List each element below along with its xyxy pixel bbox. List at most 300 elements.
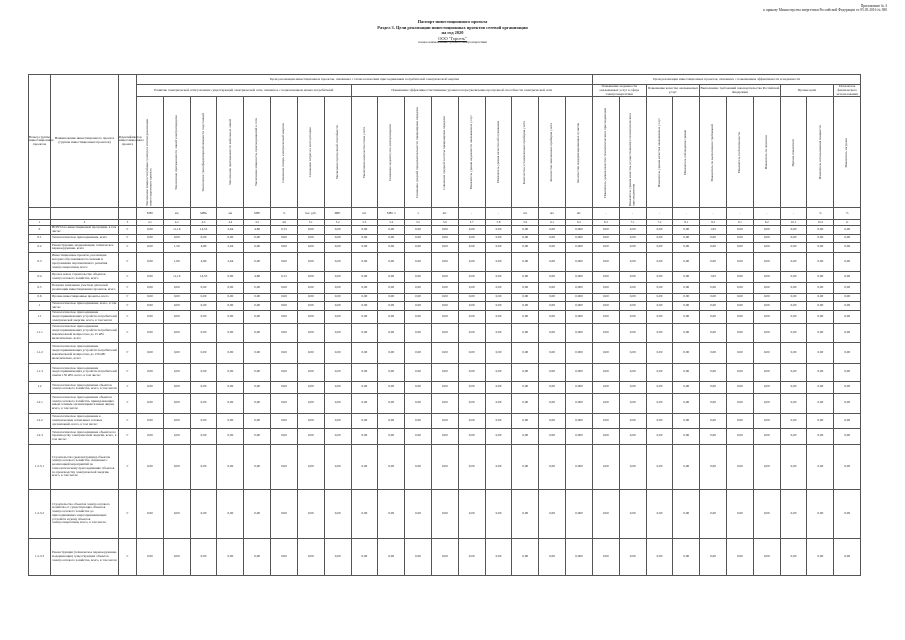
row-name: Технологическое присоединение энергопринимающих устройств потребителей максимальной мощностью до 150 кВт включительно, всего (51, 342, 119, 363)
value-cell: 0,00 (271, 413, 298, 428)
value-cell: 0,00 (217, 342, 244, 363)
table-row (29, 301, 861, 310)
value-cell: 0,00 (351, 381, 378, 393)
unit-cell: - (458, 208, 485, 220)
column-number: 5.7 (458, 220, 485, 226)
value-cell: 0,00 (190, 538, 217, 575)
value-cell: 0,00 (458, 444, 485, 489)
value-cell: 0,00 (512, 363, 539, 381)
value-cell: 0,00 (324, 393, 351, 413)
value-cell: 0,00 (324, 323, 351, 342)
value-cell: 0,00 (431, 293, 458, 301)
value-cell: 0,00 (458, 393, 485, 413)
unit-cell: ч (405, 208, 432, 220)
value-cell: 0,00 (834, 226, 861, 234)
col-header-indicator: Показатель по экологии (753, 97, 780, 208)
value-cell: 0,00 (217, 381, 244, 393)
value-cell: 0,00 (673, 428, 700, 444)
value-cell: 0,00 (378, 293, 405, 301)
value-cell: 0,00 (405, 252, 432, 271)
value-cell: 0,00 (351, 282, 378, 293)
value-cell: 0,00 (485, 413, 512, 428)
value-cell: 0,00 (512, 301, 539, 310)
value-cell: 0,000 (566, 428, 593, 444)
value-cell: 0,00 (485, 428, 512, 444)
value-cell: 0,00 (485, 393, 512, 413)
value-cell: 0,00 (646, 342, 673, 363)
row-id: Г (119, 252, 137, 271)
row-id: Г (119, 413, 137, 428)
value-cell: 0,00 (673, 282, 700, 293)
value-cell: 0,00 (244, 282, 271, 293)
row-number: 1.2.3.2 (29, 489, 51, 538)
value-cell: 0,00 (297, 252, 324, 271)
value-cell: 0,00 (458, 323, 485, 342)
value-cell: 0,00 (834, 310, 861, 323)
value-cell: 0,00 (646, 489, 673, 538)
value-cell: 0,00 (378, 381, 405, 393)
value-cell: 0,00 (405, 393, 432, 413)
value-cell: 0,00 (324, 301, 351, 310)
value-cell: 0,00 (378, 489, 405, 538)
column-number: 5.8 (485, 220, 512, 226)
row-number: 0.2 (29, 242, 51, 252)
value-cell: 0,00 (217, 428, 244, 444)
value-cell: 0,00 (297, 226, 324, 234)
row-name: Технологическое присоединение, всего, в том числе: (51, 301, 119, 310)
col-header-sub-e: Выполнение требований законодательства Российской Федерации (700, 85, 780, 97)
column-number: 9.1 (727, 220, 754, 226)
unit-cell: - (780, 208, 807, 220)
value-cell: 0,00 (458, 363, 485, 381)
value-cell: 0,00 (378, 428, 405, 444)
row-name: Технологическое присоединение энергопринимающих устройств потребителей свыше 150 кВт, всего, в том числе: (51, 363, 119, 381)
value-cell: 0,00 (780, 342, 807, 363)
col-header-indicator: Показатель уровня качества технологического присоединения (592, 97, 619, 208)
value-cell: 0,00 (700, 252, 727, 271)
unit-cell: тыс. руб. (297, 208, 324, 220)
value-cell: 0,00 (378, 252, 405, 271)
value-cell: 0,00 (834, 242, 861, 252)
value-cell: 0,00 (324, 428, 351, 444)
value-cell: 0,00 (485, 323, 512, 342)
value-cell: 4,80 (190, 242, 217, 252)
value-cell: 0,00 (378, 413, 405, 428)
value-cell: 0,00 (619, 381, 646, 393)
value-cell: 0,00 (297, 444, 324, 489)
value-cell: 0,00 (244, 381, 271, 393)
row-id: Г (119, 342, 137, 363)
value-cell: 0,00 (244, 242, 271, 252)
organization-caption: полное наименование субъекта электроэнергетики (418, 40, 487, 45)
unit-cell: шт. (539, 208, 566, 220)
value-cell: 0,00 (512, 234, 539, 242)
row-name: Реконструкция, модернизация, техническое перевооружение, всего (51, 242, 119, 252)
value-cell: 0,00 (217, 363, 244, 381)
value-cell: 0,00 (673, 363, 700, 381)
col-header-sub-a: Развитие электрической сети/усиление существующей электрической сети, связанное с подключением новых потребителей (137, 85, 352, 97)
value-cell: 0,00 (807, 282, 834, 293)
value-cell: 0,00 (163, 363, 190, 381)
row-id: Г (119, 428, 137, 444)
value-cell: 0,00 (405, 310, 432, 323)
value-cell: 0,00 (673, 489, 700, 538)
value-cell: 0,00 (512, 381, 539, 393)
value-cell: 0,00 (217, 293, 244, 301)
value-cell: 0,00 (673, 323, 700, 342)
column-number: 4.1 (137, 220, 164, 226)
value-cell: 0,000 (566, 413, 593, 428)
table-row (29, 293, 861, 301)
col-header-indicator: Количество замененных приборов учета (539, 97, 566, 208)
col-header-indicator: Снижение средней продолжительности прекращения передачи (405, 97, 432, 208)
value-cell: 0,00 (271, 301, 298, 310)
value-cell: 0,00 (217, 301, 244, 310)
value-cell: 0,00 (807, 538, 834, 575)
value-cell: 0,00 (378, 342, 405, 363)
col-header-sub-f: Прочие цели (780, 85, 834, 97)
column-number: 11 (834, 220, 861, 226)
row-name: Технологическое присоединение объектов электросетевого хозяйства, всего, в том числе: (51, 381, 119, 393)
value-cell: 0,00 (807, 363, 834, 381)
table-row (29, 323, 861, 342)
value-cell: 0,00 (512, 252, 539, 271)
row-name: Технологическое присоединение к электрическим сетям иных сетевых организаций, всего, в том числе: (51, 413, 119, 428)
col-header-indicator: Показатель уровня качества осуществляемого технологического присоединения (619, 97, 646, 208)
value-cell: 0,00 (807, 413, 834, 428)
table-row (29, 538, 861, 575)
value-cell: 0,00 (163, 444, 190, 489)
value-cell: 0,00 (539, 252, 566, 271)
value-cell: 0,00 (592, 293, 619, 301)
value-cell: 0,00 (324, 234, 351, 242)
value-cell: 0,00 (753, 413, 780, 428)
row-number: 1.1.2 (29, 342, 51, 363)
value-cell: 0,00 (163, 234, 190, 242)
value-cell: 0,000 (566, 342, 593, 363)
value-cell: 0,00 (646, 252, 673, 271)
value-cell: 0,00 (378, 271, 405, 282)
unit-cell: % (807, 208, 834, 220)
value-cell: 0,00 (673, 234, 700, 242)
value-cell: 0,00 (163, 489, 190, 538)
value-cell: 0,00 (807, 310, 834, 323)
value-cell: 0,00 (646, 301, 673, 310)
value-cell: 0,00 (351, 428, 378, 444)
col-header-top-left: Цели реализации инвестиционных проектов, связанных с технологическим присоединением потребителей электрической энергии (137, 75, 593, 85)
row-id: Г (119, 282, 137, 293)
value-cell: 0,00 (431, 393, 458, 413)
value-cell: 0,00 (753, 293, 780, 301)
value-cell: 4,80 (244, 271, 271, 282)
value-cell: 0,00 (646, 271, 673, 282)
value-cell: 0,00 (378, 538, 405, 575)
value-cell: 0,00 (727, 301, 754, 310)
value-cell: 0,00 (780, 363, 807, 381)
value-cell: 0,00 (619, 234, 646, 242)
value-cell: 1,66 (163, 252, 190, 271)
value-cell: 0,00 (753, 310, 780, 323)
row-number: 0.6 (29, 293, 51, 301)
value-cell: 0,00 (807, 301, 834, 310)
value-cell: 0,00 (753, 489, 780, 538)
col-header-indicator: Показатель использования мощности (807, 97, 834, 208)
value-cell: 0,00 (244, 301, 271, 310)
value-cell: 0,00 (431, 323, 458, 342)
value-cell: 0,00 (834, 342, 861, 363)
value-cell: 0,00 (485, 282, 512, 293)
value-cell: 0,00 (619, 393, 646, 413)
value-cell: 0,00 (673, 538, 700, 575)
value-cell: 0,00 (539, 323, 566, 342)
value-cell: 0,00 (190, 489, 217, 538)
value-cell: 0,15 (271, 226, 298, 234)
value-cell: 0,00 (780, 242, 807, 252)
value-cell: 0,00 (190, 342, 217, 363)
value-cell: 0,00 (753, 342, 780, 363)
value-cell: 0,00 (539, 271, 566, 282)
value-cell: 0,00 (217, 234, 244, 242)
section-title: Раздел 3. Цели реализации инвестиционных проектов сетевой организации (377, 24, 528, 30)
unit-cell: шт. (566, 208, 593, 220)
column-number: 5.5 (405, 220, 432, 226)
col-header-indicator: Показатель уровня надежности оказываемых услуг (458, 97, 485, 208)
value-cell: 0,00 (378, 301, 405, 310)
col-header-indicator: Прочие показатели (780, 97, 807, 208)
value-cell: 0,00 (244, 310, 271, 323)
value-cell: 0,000 (566, 489, 593, 538)
value-cell: 11,16 (163, 226, 190, 234)
value-cell: 0,00 (351, 310, 378, 323)
value-cell: 0,00 (592, 428, 619, 444)
value-cell: 0,00 (539, 342, 566, 363)
year-label: на год 2020 (441, 30, 464, 36)
unit-cell: МВт (137, 208, 164, 220)
value-cell: 0,00 (512, 282, 539, 293)
value-cell: 0,00 (271, 234, 298, 242)
unit-cell: - (700, 208, 727, 220)
value-cell: 0,00 (324, 413, 351, 428)
value-cell: 0,00 (753, 226, 780, 234)
value-cell: 0,00 (834, 293, 861, 301)
value-cell: 0,00 (137, 234, 164, 242)
value-cell: 0,00 (405, 242, 432, 252)
value-cell: 0,00 (190, 323, 217, 342)
value-cell: 0,00 (378, 323, 405, 342)
value-cell: 0,00 (458, 381, 485, 393)
value-cell: 4,80 (190, 252, 217, 271)
value-cell: 0,00 (592, 489, 619, 538)
value-cell: 0,00 (351, 242, 378, 252)
value-cell: 0,00 (619, 226, 646, 234)
value-cell: 0,00 (137, 393, 164, 413)
value-cell: 0,00 (700, 293, 727, 301)
value-cell: 0,00 (163, 393, 190, 413)
value-cell: 0,00 (753, 444, 780, 489)
row-id: Г (119, 301, 137, 310)
value-cell: 0,00 (727, 252, 754, 271)
value-cell: 0,00 (378, 242, 405, 252)
value-cell: 0,00 (297, 293, 324, 301)
value-cell: 0,00 (727, 413, 754, 428)
annex-label: Приложение № 3 (860, 4, 887, 8)
value-cell: 0,00 (244, 489, 271, 538)
column-number: 5.2 (324, 220, 351, 226)
value-cell: 0,00 (405, 444, 432, 489)
value-cell: 0,000 (566, 310, 593, 323)
column-number: 7.1 (619, 220, 646, 226)
value-cell: 0,00 (780, 444, 807, 489)
value-cell: 0,00 (646, 323, 673, 342)
row-name: Технологическое присоединение энергопринимающих устройств потребителей максимальной мощностью до 15 кВт включительно, всего (51, 323, 119, 342)
document-titles (0, 19, 905, 45)
value-cell: 0,000 (566, 252, 593, 271)
value-cell: 0,00 (780, 310, 807, 323)
value-cell: 0,00 (217, 271, 244, 282)
value-cell: 0,00 (834, 393, 861, 413)
unit-cell: - (619, 208, 646, 220)
value-cell: 0,00 (753, 271, 780, 282)
column-number: 7.2 (646, 220, 673, 226)
col-header-indicator: Увеличение протяженности линий электропередачи (163, 97, 190, 208)
value-cell: 0,00 (592, 282, 619, 293)
value-cell: 0,00 (673, 444, 700, 489)
value-cell: 0,00 (244, 393, 271, 413)
value-cell: 0,00 (780, 234, 807, 242)
value-cell: 0,00 (271, 310, 298, 323)
row-name: Строительство объектов электросетевого хозяйства от существующих объектов электросетевого хозяйства до присоединяемых энергопринимающих устройств и (или) объектов электроэнергетики, всего, в том числе: (51, 489, 119, 538)
value-cell: 0,00 (271, 323, 298, 342)
value-cell: 0,00 (539, 310, 566, 323)
value-cell: 0,00 (592, 234, 619, 242)
value-cell: 0,00 (700, 323, 727, 342)
value-cell: 0,00 (163, 310, 190, 323)
value-cell: 0,00 (378, 310, 405, 323)
value-cell: 0,00 (244, 342, 271, 363)
value-cell: 0,00 (646, 226, 673, 234)
col-header-name: Наименование инвестиционного проекта (группы инвестиционных проектов) (51, 75, 119, 208)
value-cell: 0,00 (727, 226, 754, 234)
value-cell: 0,00 (700, 393, 727, 413)
value-cell: 0,00 (780, 489, 807, 538)
row-id: Г (119, 226, 137, 234)
value-cell: 0,00 (485, 252, 512, 271)
value-cell: 0,00 (592, 242, 619, 252)
unit-cell: км (217, 208, 244, 220)
value-cell: 0,00 (324, 363, 351, 381)
value-cell: 0,00 (244, 363, 271, 381)
value-cell: 0,00 (646, 293, 673, 301)
value-cell: 0,00 (324, 538, 351, 575)
value-cell: 0,00 (458, 242, 485, 252)
value-cell: 0,000 (566, 323, 593, 342)
col-header-indicator: Показатель по выполнению требований (700, 97, 727, 208)
value-cell: 0,00 (244, 252, 271, 271)
value-cell: 0,00 (753, 393, 780, 413)
value-cell: 0,00 (351, 293, 378, 301)
column-number: 4.3 (190, 220, 217, 226)
value-cell: 0,000 (566, 282, 593, 293)
value-cell: 0,00 (673, 393, 700, 413)
row-number: 1.2.3 (29, 428, 51, 444)
col-header-sub-c: Повышение надежности оказываемых услуг в сфере электроэнергетики (592, 85, 646, 97)
value-cell: 0,00 (485, 293, 512, 301)
value-cell: 0,00 (351, 342, 378, 363)
col-header-indicator: Снижение недоотпуска электроэнергии (378, 97, 405, 208)
table-row (29, 489, 861, 538)
value-cell: 0,00 (753, 428, 780, 444)
value-cell: 0,00 (271, 393, 298, 413)
value-cell: 0,00 (137, 310, 164, 323)
value-cell: 1,65 (700, 271, 727, 282)
value-cell: 0,00 (700, 301, 727, 310)
value-cell: 0,00 (592, 381, 619, 393)
unit-cell: шт. (431, 208, 458, 220)
row-number: 0 (29, 226, 51, 234)
value-cell: 0,00 (190, 234, 217, 242)
value-cell: 0,00 (431, 271, 458, 282)
value-cell: 0,00 (244, 444, 271, 489)
table-row (29, 282, 861, 293)
value-cell: 0,00 (780, 252, 807, 271)
row-name: Прочее новое строительство объектов электросетевого хозяйства, всего (51, 271, 119, 282)
value-cell: 0,00 (700, 363, 727, 381)
value-cell: 0,00 (753, 323, 780, 342)
value-cell: 0,00 (271, 242, 298, 252)
value-cell: 0,00 (539, 363, 566, 381)
column-number: 8.2 (700, 220, 727, 226)
value-cell: 0,00 (780, 393, 807, 413)
table-row (29, 444, 861, 489)
unit-cell: шт. (512, 208, 539, 220)
organization-name: ООО "Горсеть" (438, 35, 467, 41)
value-cell: 0,00 (727, 242, 754, 252)
value-cell: 0,00 (297, 538, 324, 575)
value-cell: 0,00 (619, 323, 646, 342)
value-cell: 0,00 (539, 381, 566, 393)
value-cell: 0,00 (539, 413, 566, 428)
value-cell: 0,00 (619, 342, 646, 363)
value-cell: 0,00 (324, 342, 351, 363)
value-cell: 0,00 (700, 381, 727, 393)
col-header-indicator: Показатель по безопасности (727, 97, 754, 208)
col-header-sub-b: Повышение эффективности/снижение уровня потерь/увеличение пропускной способности электрической сети (351, 85, 592, 97)
row-id: Г (119, 323, 137, 342)
value-cell: 0,00 (431, 310, 458, 323)
value-cell: 0,00 (137, 342, 164, 363)
value-cell: 0,00 (780, 271, 807, 282)
value-cell: 0,00 (592, 310, 619, 323)
value-cell: 0,00 (673, 252, 700, 271)
value-cell: 0,00 (271, 293, 298, 301)
value-cell: 0,00 (780, 381, 807, 393)
value-cell: 0,00 (512, 242, 539, 252)
row-number: 1.2.1 (29, 393, 51, 413)
value-cell: 0,00 (727, 381, 754, 393)
value-cell: 0,000 (566, 301, 593, 310)
value-cell: 0,00 (271, 444, 298, 489)
value-cell: 0,00 (324, 444, 351, 489)
value-cell: 0,00 (485, 538, 512, 575)
value-cell: 0,000 (566, 226, 593, 234)
value-cell: 1,50 (163, 242, 190, 252)
value-cell: 0,00 (431, 242, 458, 252)
value-cell: 0,00 (700, 282, 727, 293)
column-number: 5.6 (431, 220, 458, 226)
value-cell: 0,00 (512, 489, 539, 538)
value-cell: 0,00 (137, 363, 164, 381)
col-header-indicator: Количество установленных приборов учета (512, 97, 539, 208)
